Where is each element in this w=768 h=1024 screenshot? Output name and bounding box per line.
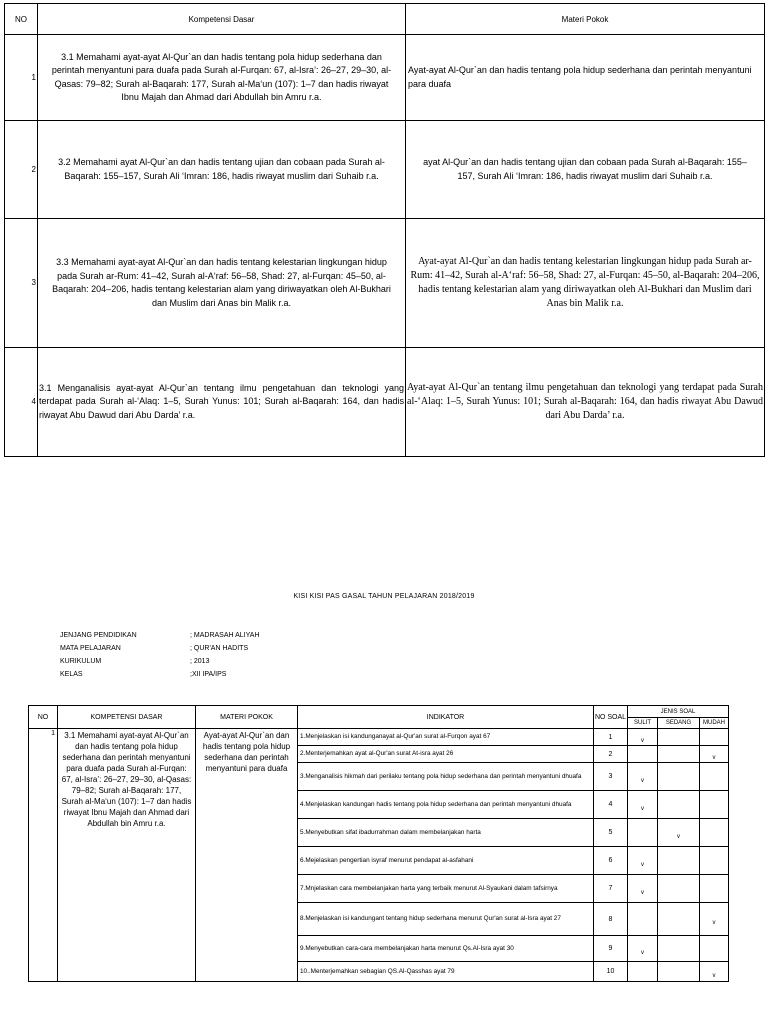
indikator-cell: 6.Mejelaskan pengertian isyraf menurut pendapat al-asfahani	[298, 847, 594, 875]
table-row	[5, 121, 765, 219]
mudah-cell	[700, 903, 729, 936]
indikator-cell: 4.Menjelaskan kandungan hadis tentang pola hidup sederhana dan perintah menyantuni dhuafa	[298, 791, 594, 819]
materi-pokok-cell: Ayat-ayat Al-Qur`an dan hadis tentang pola hidup sederhana dan perintah menyantuni para duafa	[196, 729, 298, 982]
table-row	[5, 219, 765, 348]
row-number: 1	[5, 35, 38, 121]
materi-pokok-cell: ayat Al-Qur`an dan hadis tentang ujian dan cobaan pada Surah al-Baqarah: 155–157, Surah Ali ‘Imran: 186, hadis riwayat muslim dari Suhaib r.a.	[406, 121, 765, 219]
indikator-cell: 2.Menterjemahkan ayat al-Qur'an surat At-isra ayat 26	[298, 746, 594, 763]
kisi-table-body	[29, 729, 729, 982]
check-mark: v	[641, 777, 644, 784]
header-materi-pokok: MATERI POKOK	[196, 706, 298, 729]
meta-label: KELAS	[60, 671, 83, 678]
sulit-cell	[628, 847, 658, 875]
mudah-cell	[700, 819, 729, 847]
mudah-cell	[700, 791, 729, 819]
meta-value: ; 2013	[190, 658, 210, 665]
row-number: 1	[29, 729, 58, 982]
indikator-cell: 8.Menjelaskan isi kandungant tentang hidup sederhana menurut Qur'an surat al-Isra ayat 27	[298, 903, 594, 936]
sedang-cell	[658, 847, 700, 875]
mudah-cell	[700, 729, 729, 746]
mudah-cell	[700, 936, 729, 962]
indikator-cell: 7.Mnjelaskan cara membelanjakan harta yang terbaik menurut Al-Syaukani dalam tafsirnya	[298, 875, 594, 903]
header-no-soal: NO SOAL	[594, 706, 628, 729]
mudah-cell	[700, 763, 729, 791]
kompetensi-dasar-cell: 3.1 Menganalisis ayat-ayat Al-Qur`an tentang ilmu pengetahuan dan teknologi yang terdapat pada Surah al-‘Alaq: 1–5, Surah Yunus: 101; Surah al-Baqarah: 164, dan hadis riwayat Abu Dawud dari Abu Darda’ r.a.	[38, 348, 406, 457]
kompetensi-dasar-cell: 3.2 Memahami ayat Al-Qur`an dan hadis tentang ujian dan cobaan pada Surah al-Baqarah: 155–157, Surah Ali ‘Imran: 186, hadis riwayat muslim dari Suhaib r.a.	[38, 121, 406, 219]
sulit-cell	[628, 763, 658, 791]
check-mark: v	[641, 889, 644, 896]
no-soal-cell: 6	[594, 847, 628, 875]
competency-table	[4, 3, 765, 457]
kisi-kisi-title: KISI KISI PAS GASAL TAHUN PELAJARAN 2018/2019	[293, 593, 475, 600]
sulit-cell	[628, 819, 658, 847]
check-mark: v	[677, 833, 680, 840]
no-soal-cell: 7	[594, 875, 628, 903]
sedang-cell	[658, 729, 700, 746]
table-row	[5, 348, 765, 457]
indikator-cell: 3.Menganalisis hikmah dari perilaku tentang pola hidup sederhana dan perintah menyantuni dhuafa	[298, 763, 594, 791]
header-no: NO	[5, 4, 38, 35]
sulit-cell	[628, 936, 658, 962]
header-jenis-soal: JENIS SOAL	[628, 706, 729, 718]
mudah-cell	[700, 962, 729, 982]
header-sulit: SULIT	[628, 718, 658, 729]
sulit-cell	[628, 962, 658, 982]
materi-pokok-cell: Ayat-ayat Al-Qur`an dan hadis tentang kelestarian lingkungan hidup pada Surah ar-Rum: 41–42, Surah al-A‘raf: 56–58, Shad: 27, al-Furqan: 45–50, al-Baqarah: 204–206, hadis tentang kelestarian alam yang diriwayatkan oleh Al-Bukhari dan Muslim dari Anas bin Malik r.a.	[406, 219, 765, 348]
meta-value: ; MADRASAH ALIYAH	[190, 632, 260, 639]
kompetensi-dasar-cell: 3.1 Memahami ayat-ayat Al-Qur`an dan hadis tentang pola hidup sederhana dan perintah menyantuni para duafa pada Surah al-Furqan: 67, al-Isra’: 26–27, 29–30, al-Qasas: 79–82; Surah al-Baqarah: 177, Surah al-Ma‘un (107): 1–7 dan hadis riwayat Ibnu Majah dan Ahmad dari Abdullah bin Amru r.a.	[58, 729, 196, 982]
check-mark: v	[641, 861, 644, 868]
check-mark: v	[641, 738, 644, 744]
meta-value: ; QUR'AN HADITS	[190, 645, 249, 652]
meta-value: ;XII IPA/IPS	[190, 671, 227, 678]
meta-label: MATA PELAJARAN	[60, 645, 121, 652]
indikator-cell: 10..Menterjemahkan sebagian QS.Al-Qasshas ayat 79	[298, 962, 594, 982]
no-soal-cell: 4	[594, 791, 628, 819]
indikator-cell: 9.Menyebutkan cara-cara membelanjakan harta menurut Qs.Al-Isra ayat 30	[298, 936, 594, 962]
check-mark: v	[641, 949, 644, 956]
row-number: 3	[5, 219, 38, 348]
sulit-cell	[628, 791, 658, 819]
no-soal-cell: 1	[594, 729, 628, 746]
sedang-cell	[658, 819, 700, 847]
no-soal-cell: 3	[594, 763, 628, 791]
sedang-cell	[658, 936, 700, 962]
sulit-cell	[628, 729, 658, 746]
header-kompetensi-dasar: KOMPETENSI DASAR	[58, 706, 196, 729]
mudah-cell	[700, 847, 729, 875]
kisi-kisi-table	[28, 705, 729, 982]
kompetensi-dasar-cell: 3.3 Memahami ayat-ayat Al-Qur`an dan hadis tentang kelestarian lingkungan hidup pada Surah ar-Rum: 41–42, Surah al-A‘raf: 56–58, Shad: 27, al-Furqan: 45–50, al-Baqarah: 204–206, hadis tentang kelestarian alam yang diriwayatkan oleh Al-Bukhari dan Muslim dari Anas bin Malik r.a.	[38, 219, 406, 348]
row-number: 4	[5, 348, 38, 457]
header-no: NO	[29, 706, 58, 729]
table-row	[5, 35, 765, 121]
table-row	[29, 729, 729, 746]
indikator-cell: 5.Menyebutkan sifat ibadurrahman dalam membelanjakan harta	[298, 819, 594, 847]
competency-table-header	[5, 4, 765, 35]
meta-label: KURIKULUM	[60, 658, 102, 665]
no-soal-cell: 5	[594, 819, 628, 847]
materi-pokok-cell: Ayat-ayat Al-Qur`an tentang ilmu pengetahuan dan teknologi yang terdapat pada Surah al-‘Alaq: 1–5, Surah Yunus: 101; Surah al-Baqarah: 164, dan hadis riwayat Abu Dawud dari Abu Darda’ r.a.	[406, 348, 765, 457]
no-soal-cell: 9	[594, 936, 628, 962]
header-materi-pokok: Materi Pokok	[406, 4, 765, 35]
row-number: 2	[5, 121, 38, 219]
sedang-cell	[658, 875, 700, 903]
kisi-table-header	[29, 706, 729, 718]
mudah-cell	[700, 875, 729, 903]
sedang-cell	[658, 791, 700, 819]
sedang-cell	[658, 763, 700, 791]
sedang-cell	[658, 746, 700, 763]
sedang-cell	[658, 903, 700, 936]
no-soal-cell: 8	[594, 903, 628, 936]
sulit-cell	[628, 875, 658, 903]
no-soal-cell: 10	[594, 962, 628, 982]
check-mark: v	[641, 805, 644, 812]
meta-label: JENJANG PENDIDIKAN	[60, 632, 137, 639]
sedang-cell	[658, 962, 700, 982]
check-mark: v	[712, 920, 716, 926]
header-indikator: INDIKATOR	[298, 706, 594, 729]
no-soal-cell: 2	[594, 746, 628, 763]
mudah-cell	[700, 746, 729, 763]
header-kompetensi-dasar: Kompetensi Dasar	[38, 4, 406, 35]
kompetensi-dasar-cell: 3.1 Memahami ayat-ayat Al-Qur`an dan hadis tentang pola hidup sederhana dan perintah menyantuni para duafa pada Surah al-Furqan: 67, al-Isra’: 26–27, 29–30, al-Qasas: 79–82; Surah al-Baqarah: 177, Surah al-Ma‘un (107): 1–7 dan hadis riwayat Ibnu Majah dan Ahmad dari Abdullah bin Amru r.a.	[38, 35, 406, 121]
header-sedang: SEDANG	[658, 718, 700, 729]
sulit-cell	[628, 903, 658, 936]
check-mark: v	[712, 755, 716, 761]
materi-pokok-cell: Ayat-ayat Al-Qur`an dan hadis tentang pola hidup sederhana dan perintah menyantuni para duafa	[406, 35, 765, 121]
sulit-cell	[628, 746, 658, 763]
header-mudah: MUDAH	[700, 718, 729, 729]
check-mark: v	[712, 972, 716, 979]
indikator-cell: 1.Menjelaskan isi kandunganayat al-Qur'an surat al-Furqon ayat 67	[298, 729, 594, 746]
